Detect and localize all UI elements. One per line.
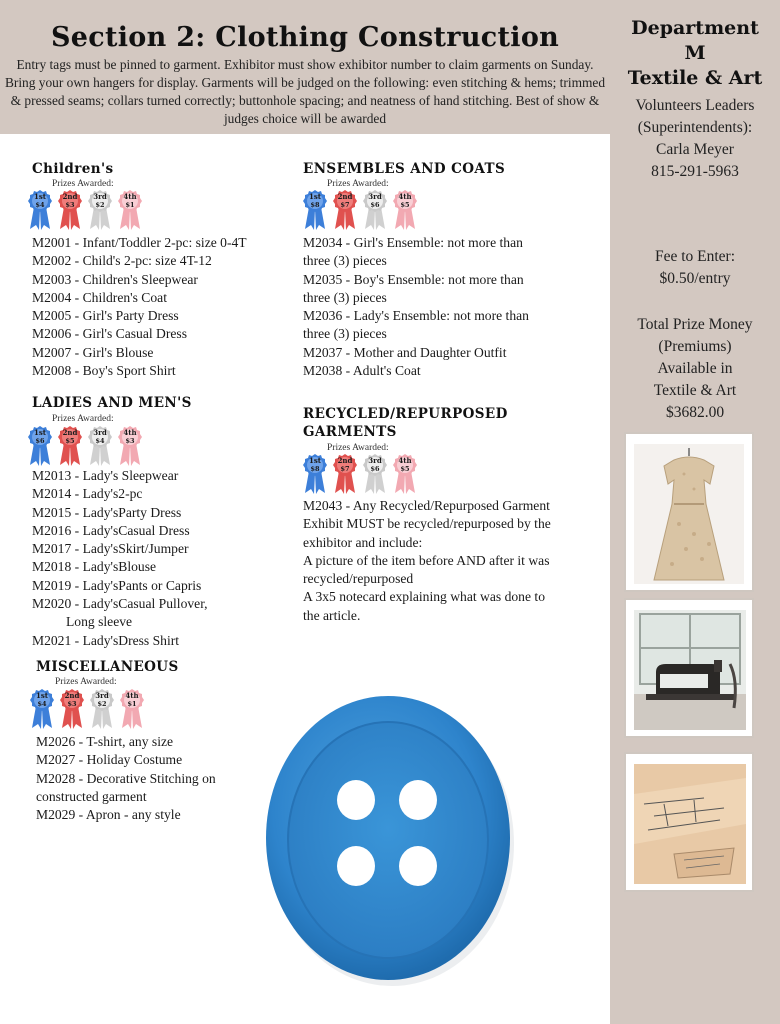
button-illustration (258, 682, 520, 998)
ribbon-rank: 3rd (95, 691, 109, 700)
ribbon-amount: $5 (65, 437, 75, 445)
ribbon-rank: 4th (125, 691, 139, 700)
list-item: M2038 - Adult's Coat (303, 363, 421, 379)
ribbon-amount: $2 (97, 700, 107, 708)
ribbon-2nd (57, 425, 83, 467)
prizes-label: Prizes Awarded: (327, 179, 389, 189)
ribbon-rank: 4th (123, 192, 137, 201)
list-item: M2008 - Boy's Sport Shirt (32, 363, 176, 379)
ribbon-1st (302, 453, 328, 495)
prizes-label: Prizes Awarded: (52, 179, 114, 189)
intro-text: Entry tags must be pinned to garment. Exhibitor must show exhibitor number to claim garments on Sunday. Bring your own hangers for display. Garments will be judged on the following: even stitching & hems; trimmed & pressed seams; collars turned correctly; buttonhole spacing; and neatness of hand stitching. Best of show & judges choice will be awarded (4, 57, 606, 126)
fee-block (610, 246, 780, 290)
fee-value: $0.50/entry (659, 270, 731, 287)
section-title-line: RECYCLED/REPURPOSED (303, 406, 508, 422)
ribbon-amount: $5 (400, 201, 410, 209)
ribbon-amount: $7 (340, 465, 350, 473)
ribbon-3rd (362, 189, 388, 231)
list-item: M2028 - Decorative Stitching on (36, 770, 216, 786)
list-item: M2014 - Lady's2-pc (32, 486, 143, 502)
department-line: Department (631, 17, 759, 39)
list-recycled (303, 497, 551, 625)
ribbon-1st (27, 189, 53, 231)
list-item: M2021 - Lady'sDress Shirt (32, 632, 180, 648)
section-title-childrens: Children's (32, 161, 114, 177)
ribbon-rank: 3rd (93, 428, 107, 437)
sewing-pattern-photo (624, 752, 754, 892)
ribbon-rank: 1st (35, 691, 49, 700)
list-item: M2035 - Boy's Ensemble: not more than (303, 271, 524, 287)
ribbon-amount: $4 (35, 201, 45, 209)
ribbon-1st (29, 688, 55, 730)
leaders-label-2: (Superintendents): (637, 119, 753, 136)
prize-label-3: Available in (657, 360, 733, 377)
ribbon-amount: $8 (310, 465, 320, 473)
ribbon-rank: 1st (33, 192, 47, 201)
list-item: A picture of the item before AND after it was (303, 552, 550, 568)
ribbon-amount: $2 (95, 201, 105, 209)
ribbon-amount: $3 (67, 700, 77, 708)
ribbon-rank: 2nd (64, 691, 80, 700)
list-item: the article. (303, 607, 361, 623)
ribbon-amount: $3 (125, 437, 135, 445)
department-heading (610, 16, 780, 91)
section-title-miscellaneous: MISCELLANEOUS (36, 659, 179, 675)
ribbon-4th (392, 453, 418, 495)
ribbon-3rd (89, 688, 115, 730)
section-title-ensembles: ENSEMBLES AND COATS (303, 161, 506, 177)
prize-label-2: (Premiums) (658, 338, 732, 355)
list-item: three (3) pieces (303, 253, 387, 269)
prize-label-4: Textile & Art (653, 382, 737, 399)
prize-ribbons-miscellaneous (29, 688, 145, 730)
list-item: M2029 - Apron - any style (36, 807, 181, 823)
page-title: Section 2: Clothing Construction (50, 22, 560, 53)
ribbon-2nd (332, 189, 358, 231)
section-title-line: GARMENTS (303, 424, 397, 440)
prize-ribbons-recycled (302, 453, 418, 495)
list-item: M2036 - Lady's Ensemble: not more than (303, 308, 529, 324)
ribbon-2nd (332, 453, 358, 495)
ribbon-rank: 2nd (337, 456, 353, 465)
ribbon-amount: $7 (340, 201, 350, 209)
list-item: M2007 - Girl's Blouse (32, 344, 154, 360)
list-item: three (3) pieces (303, 289, 387, 305)
list-item: M2026 - T-shirt, any size (36, 734, 174, 749)
prize-money-block (610, 314, 780, 424)
ribbon-4th (119, 688, 145, 730)
ribbon-3rd (87, 425, 113, 467)
ribbon-rank: 2nd (62, 428, 78, 437)
list-item: A 3x5 notecard explaining what was done to (303, 589, 545, 605)
sewing-machine-photo (624, 598, 754, 738)
prize-value: $3682.00 (665, 404, 725, 421)
ribbon-rank: 3rd (368, 192, 382, 201)
list-item: M2004 - Children's Coat (32, 289, 167, 305)
prizes-label: Prizes Awarded: (52, 414, 114, 424)
ribbon-4th (392, 189, 418, 231)
list-item: M2034 - Girl's Ensemble: not more than (303, 235, 523, 250)
ribbon-rank: 2nd (337, 192, 353, 201)
list-item: M2006 - Girl's Casual Dress (32, 326, 187, 342)
list-item: M2017 - Lady'sSkirt/Jumper (32, 541, 189, 557)
list-item: M2020 - Lady'sCasual Pullover, (32, 596, 208, 612)
list-item: M2002 - Child's 2-pc: size 4T-12 (32, 253, 212, 269)
list-miscellaneous (36, 733, 216, 824)
list-item: recycled/repurposed (303, 571, 414, 587)
list-item: M2005 - Girl's Party Dress (32, 308, 179, 324)
ribbon-amount: $4 (37, 700, 47, 708)
prizes-label: Prizes Awarded: (55, 677, 117, 687)
section-title-ladies-mens: LADIES AND MEN'S (32, 395, 192, 411)
list-item: M2015 - Lady'sParty Dress (32, 504, 182, 520)
ribbon-1st (302, 189, 328, 231)
list-item: M2003 - Children's Sleepwear (32, 271, 198, 287)
leader-phone: 815-291-5963 (651, 163, 739, 180)
list-item: M2037 - Mother and Daughter Outfit (303, 344, 507, 360)
ribbon-4th (117, 425, 143, 467)
list-item: Exhibit MUST be recycled/repurposed by the (303, 516, 551, 532)
ribbon-4th (117, 189, 143, 231)
ribbon-amount: $8 (310, 201, 320, 209)
ribbon-amount: $1 (125, 201, 135, 209)
dress-photo (624, 432, 754, 592)
ribbon-rank: 1st (308, 192, 322, 201)
prize-ribbons-ladies-mens (27, 425, 143, 467)
list-ladies-mens (32, 467, 208, 650)
list-item: constructed garment (36, 788, 147, 804)
leader-name: Carla Meyer (656, 141, 734, 158)
ribbon-rank: 4th (123, 428, 137, 437)
ribbon-rank: 2nd (62, 192, 78, 201)
list-item: M2018 - Lady'sBlouse (32, 559, 157, 575)
ribbon-amount: $6 (35, 437, 45, 445)
list-item: M2001 - Infant/Toddler 2-pc: size 0-4T (32, 235, 247, 250)
list-item: M2019 - Lady'sPants or Capris (32, 577, 202, 593)
prizes-label: Prizes Awarded: (327, 443, 389, 453)
list-item: M2027 - Holiday Costume (36, 752, 183, 768)
section-title-recycled (303, 405, 508, 441)
ribbon-amount: $6 (370, 465, 380, 473)
leaders-label: Volunteers Leaders (635, 97, 755, 114)
ribbon-amount: $1 (127, 700, 137, 708)
department-name: Textile & Art (627, 67, 763, 89)
ribbon-3rd (87, 189, 113, 231)
list-childrens (32, 234, 247, 380)
list-ensembles (303, 234, 529, 380)
ribbon-amount: $6 (370, 201, 380, 209)
list-item: M2016 - Lady'sCasual Dress (32, 522, 190, 538)
prize-ribbons-ensembles (302, 189, 418, 231)
ribbon-rank: 1st (308, 456, 322, 465)
ribbon-2nd (59, 688, 85, 730)
ribbon-3rd (362, 453, 388, 495)
department-letter: M (684, 42, 706, 64)
ribbon-rank: 3rd (93, 192, 107, 201)
fee-label: Fee to Enter: (654, 248, 736, 265)
prize-label: Total Prize Money (637, 316, 753, 333)
list-item: exhibitor and include: (303, 534, 423, 550)
ribbon-rank: 4th (398, 456, 412, 465)
ribbon-1st (27, 425, 53, 467)
ribbon-2nd (57, 189, 83, 231)
ribbon-rank: 1st (33, 428, 47, 437)
ribbon-amount: $3 (65, 201, 75, 209)
list-item: Long sleeve (66, 614, 133, 630)
prize-ribbons-childrens (27, 189, 143, 231)
leaders-block (610, 95, 780, 183)
ribbon-amount: $4 (95, 437, 105, 445)
ribbon-amount: $5 (400, 465, 410, 473)
list-item: M2043 - Any Recycled/Repurposed Garment (303, 498, 550, 513)
ribbon-rank: 4th (398, 192, 412, 201)
list-item: three (3) pieces (303, 326, 387, 342)
ribbon-rank: 3rd (368, 456, 382, 465)
list-item: M2013 - Lady's Sleepwear (32, 468, 179, 483)
